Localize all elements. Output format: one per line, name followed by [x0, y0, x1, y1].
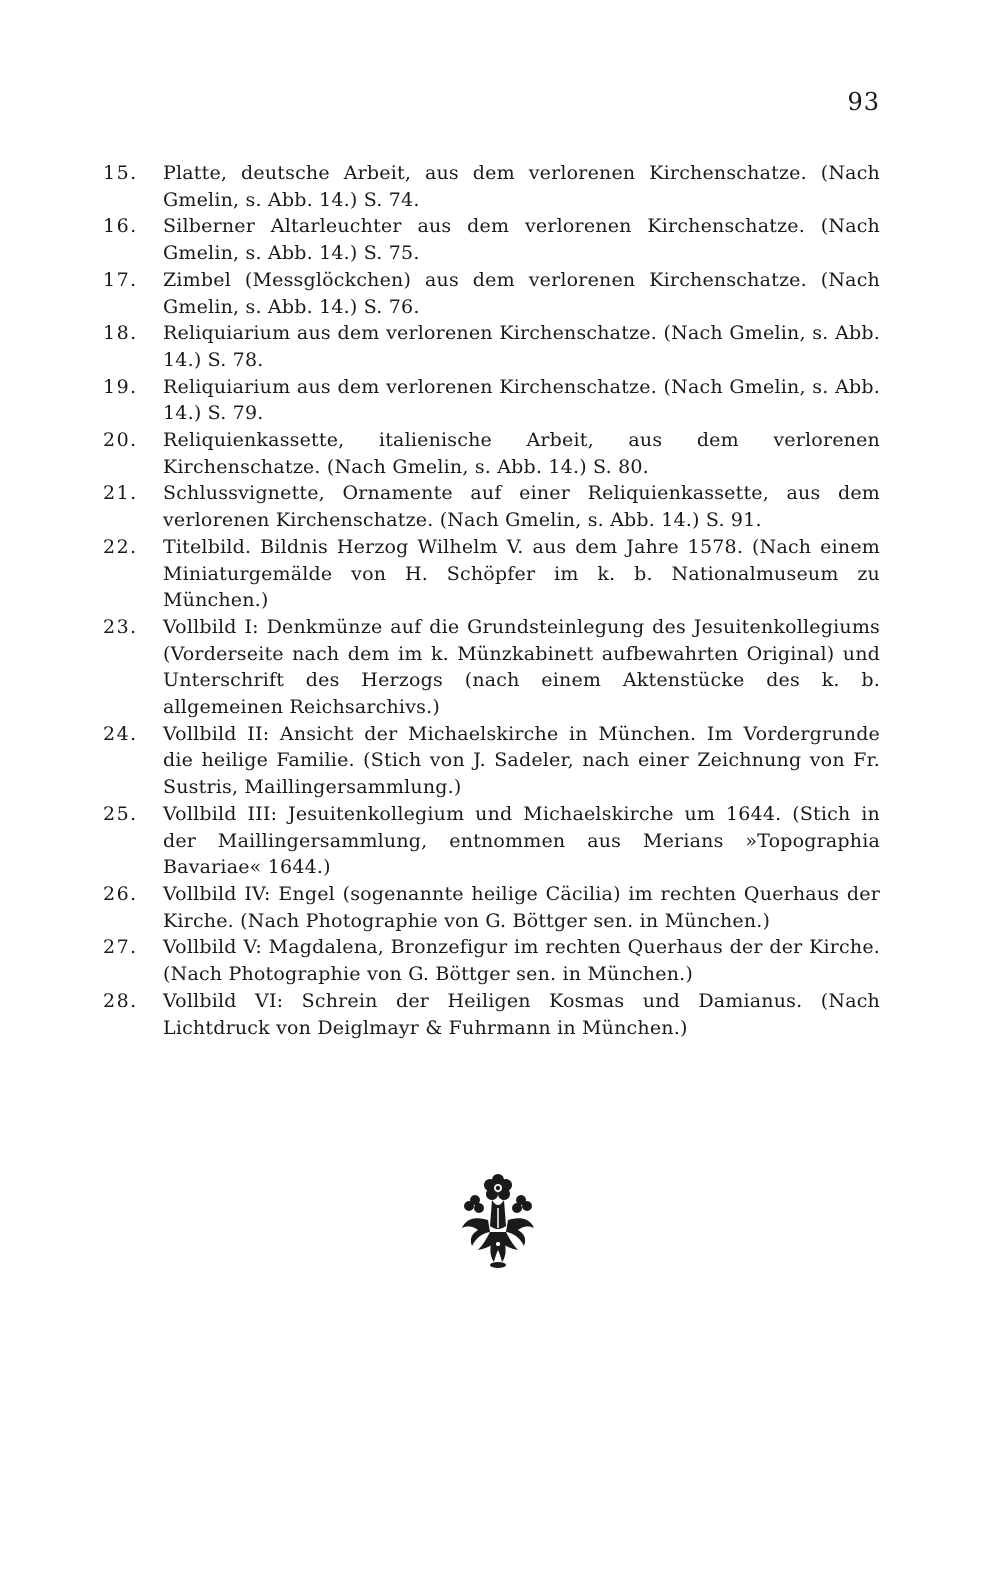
entry-number: 18.: [103, 322, 138, 345]
entry-number: 27.: [103, 936, 138, 959]
entry-number: 26.: [103, 882, 138, 905]
entry-text: Vollbild V: Magdalena, Bronzefigur im rechten Querhaus der der Kirche. (Nach Photographie von G. Böttger sen. in München.): [163, 936, 880, 986]
page-number: 93: [847, 88, 880, 116]
list-item: [103, 267, 880, 320]
entry-text: Reliquiarium aus dem verlorenen Kirchenschatze. (Nach Gmelin, s. Abb. 14.) S. 79.: [163, 375, 880, 425]
list-item: [103, 614, 880, 721]
floral-vignette-icon: [448, 1170, 548, 1270]
entry-text: Vollbild IV: Engel (sogenannte heilige Cäcilia) im rechten Querhaus der Kirche. (Nach Photographie von G. Böttger sen. in München.): [163, 882, 880, 932]
entry-text: Vollbild I: Denkmünze auf die Grundsteinlegung des Jesuitenkollegiums (Vorderseite nach dem im k. Münzkabinett aufbewahrten Original) und Unterschrift des Herzogs (nach einem Aktenstücke des k. b. allgemeinen Reichsarchivs.): [163, 615, 880, 719]
list-item: [103, 534, 880, 614]
list-item: [103, 721, 880, 801]
entry-text: Reliquiarium aus dem verlorenen Kirchenschatze. (Nach Gmelin, s. Abb. 14.) S. 78.: [163, 322, 880, 371]
entry-text: Titelbild. Bildnis Herzog Wilhelm V. aus dem Jahre 1578. (Nach einem Miniaturgemälde von H. Schöpfer im k. b. Nationalmuseum zu München.): [163, 535, 880, 612]
entry-text: Vollbild VI: Schrein der Heiligen Kosmas und Damianus. (Nach Lichtdruck von Deiglmayr & Fuhrmann in München.): [163, 989, 880, 1039]
entry-text: Vollbild III: Jesuitenkollegium und Michaelskirche um 1644. (Stich in der Maillingersammlung, entnommen aus Merians »Topographia Bavariae« 1644.): [163, 802, 880, 879]
entry-number: 22.: [103, 535, 138, 558]
list-item: [103, 320, 880, 373]
list-item: [103, 213, 880, 266]
entry-number: 17.: [103, 268, 138, 291]
entry-number: 24.: [103, 722, 138, 745]
entry-text: Platte, deutsche Arbeit, aus dem verlorenen Kirchenschatze. (Nach Gmelin, s. Abb. 14.) S. 74.: [163, 162, 880, 211]
illustration-list: [103, 160, 880, 1041]
list-item: [103, 480, 880, 533]
list-item: [103, 374, 880, 427]
list-item: [103, 881, 880, 934]
entry-text: Vollbild II: Ansicht der Michaelskirche in München. Im Vordergrunde die heilige Familie. (Stich von J. Sadeler, nach einer Zeichnung von Fr. Sustris, Maillingersammlung.): [163, 722, 880, 799]
entry-number: 15.: [103, 162, 138, 184]
entry-number: 28.: [103, 989, 138, 1012]
list-item: [103, 160, 880, 213]
entry-number: 19.: [103, 375, 138, 398]
list-item: [103, 934, 880, 987]
entry-number: 20.: [103, 429, 138, 452]
entry-text: Silberner Altarleuchter aus dem verlorenen Kirchenschatze. (Nach Gmelin, s. Abb. 14.) S. 75.: [163, 215, 880, 265]
list-item: [103, 988, 880, 1041]
entry-number: 25.: [103, 802, 138, 825]
entry-text: Zimbel (Messglöckchen) aus dem verlorenen Kirchenschatze. (Nach Gmelin, s. Abb. 14.) S. 76.: [163, 268, 880, 318]
entry-number: 23.: [103, 615, 138, 638]
entry-number: 16.: [103, 215, 138, 238]
entry-number: 21.: [103, 482, 138, 505]
entry-text: Schlussvignette, Ornamente auf einer Reliquienkassette, aus dem verlorenen Kirchenschatze. (Nach Gmelin, s. Abb. 14.) S. 91.: [163, 482, 880, 532]
entry-text: Reliquienkassette, italienische Arbeit, aus dem verlorenen Kirchenschatze. (Nach Gmelin, s. Abb. 14.) S. 80.: [163, 429, 880, 478]
list-item: [103, 801, 880, 881]
list-item: [103, 427, 880, 480]
